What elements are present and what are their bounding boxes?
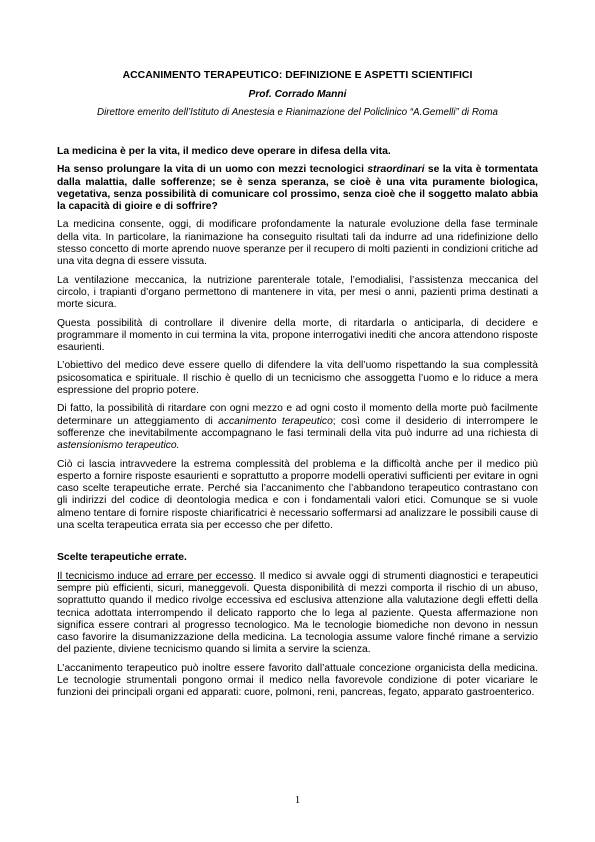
- document-body: [57, 146, 538, 706]
- key-question-emphasis: straordinari: [367, 164, 425, 176]
- underlined-phrase: Il tecnicismo induce ad errare per eccesso: [57, 570, 254, 582]
- key-question-part-a: Ha senso prolungare la vita di un uomo con mezzi tecnologici: [57, 164, 368, 176]
- document-title: ACCANIMENTO TERAPEUTICO: DEFINIZIONE E ASPETTI SCIENTIFICI: [122, 70, 473, 81]
- emphasis-term: astensionismo terapeutico.: [57, 440, 180, 452]
- author-affiliation: Direttore emerito dell’Istituto di Anestesia e Rianimazione del Policlinico “A.Gemelli” di Roma: [97, 107, 498, 118]
- author-name: Prof. Corrado Manni: [248, 89, 347, 100]
- paragraph: [57, 403, 538, 452]
- paragraph: L’accanimento terapeutico può inoltre essere favorito dall’attuale concezione organicista della medicina. Le tecnologie strumentali pongono ormai il medico nella favorevole condizione di poter vicariare le funzioni dei principali organi ed apparati: cuore, polmoni, reni, pancreas, fegato, apparato gastroenterico.: [57, 662, 538, 699]
- paragraph: L’obiettivo del medico deve essere quello di difendere la vita dell’uomo rispettando la sua complessità psicosomatica e spirituale. Il rischio è quello di un tecnicismo che assoggetta l’uomo e lo riduce a mera espressione del proprio potere.: [57, 360, 538, 397]
- paragraph-text: ; così come il desiderio di interrompere le sofferenze che inevitabilmente accompagnano le fasi terminali della vita può indurre ad una richiesta di: [57, 415, 538, 439]
- paragraph-text: . Il medico si avvale oggi di strumenti diagnostici e terapeutici sempre più efficienti, sicuri, maneggevoli. Questa disponibilità di mezzi comporta il rischio di un abuso, soprattutto quando il medico rivolge eccessiva ed esclusiva attenzione alla valutazione degli effetti della tecnica adottata interrompendo il delicato rapporto che lo lega al paziente. Questa affermazione non significa essere contrari al progresso tecnologico. Ma le tecnologie biomediche non devono in nessun caso favorire la disumanizzazione della medicina. La tecnologia assume valore finché rimane a servizio del paziente, diviene tecnicismo quando si limita a servire la scienza.: [57, 570, 539, 656]
- paragraph: La medicina consente, oggi, di modificare profondamente la naturale evoluzione della fase terminale della vita. In particolare, la rianimazione ha conseguito risultati tali da indurre ad una ridefinizione dello stesso concetto di morte aprendo nuove speranze per il recupero di molti pazienti in condizioni critiche ad una vita degna di essere vissuta.: [57, 219, 538, 268]
- paragraph-text: Di fatto, la possibilità di ritardare con ogni mezzo e ad ogni costo il momento della morte può facilmente determinare un atteggiamento di: [57, 403, 538, 427]
- key-question-part-b: se la vita è tormentata dalla malattia, dalle sofferenze; se è senza speranza, se cioè è una vita puramente biologica, vegetativa, senza possibilità di comunicare col prossimo, senza cioè che il soggetto malato abbia la capacità di gioire e di soffrire?: [57, 164, 539, 213]
- emphasis-term: accanimento terapeutico: [218, 415, 333, 427]
- section1-heading: La medicina è per la vita, il medico deve operare in difesa della vita.: [57, 146, 391, 157]
- paragraph: La ventilazione meccanica, la nutrizione parenterale totale, l’emodialisi, l’assistenza meccanica del circolo, i trapianti d’organo permettono di mantenere in vita, per mesi o anni, pazienti prima destinati a morte sicura.: [57, 274, 538, 311]
- paragraph: [57, 571, 538, 657]
- section2-heading: Scelte terapeutiche errate.: [57, 552, 187, 564]
- page-number: 1: [294, 794, 301, 806]
- paragraph: Questa possibilità di controllare il divenire della morte, di ritardarla o anticiparla, di decidere e programmare il momento in cui termina la vita, propone interrogativi inediti che ancora attendono risposte esaurienti.: [57, 317, 538, 354]
- key-question: [57, 164, 538, 213]
- paragraph: Ciò ci lascia intravvedere la estrema complessità del problema e la difficoltà anche per il medico più esperto a fornire risposte esaurienti e soprattutto a proporre modelli operativi sufficienti per evitare in ogni caso scelte terapeutiche errate. Perché sia l’accanimento che l’abbandono terapeutico contrastano con gli indirizzi del codice di deontologia medica e con i fondamentali valori etici. Comunque se si vuole almeno tentare di fornire risposte chiarificatrici è necessario soffermarsi ad analizzare le possibili cause di una scelta terapeutica errata sia per eccesso che per difetto.: [57, 458, 538, 532]
